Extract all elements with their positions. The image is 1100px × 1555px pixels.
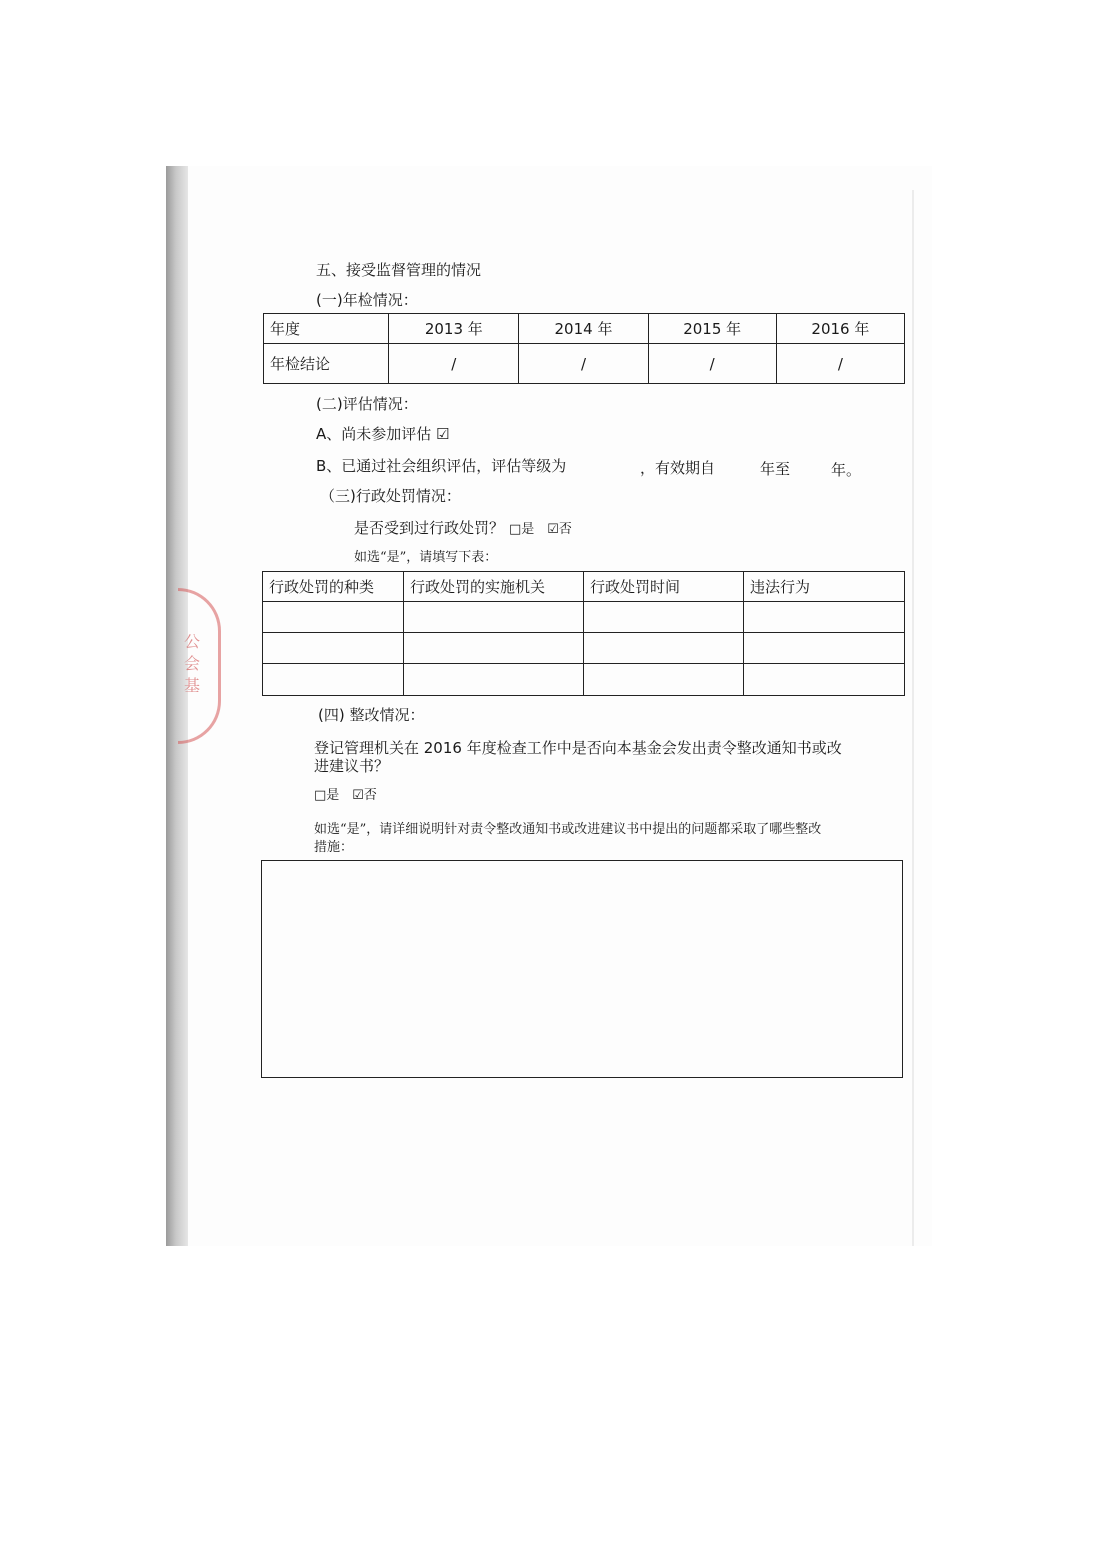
- evaluation-year-end: 年。: [831, 461, 862, 479]
- rectification-answer: □是 ☑否: [314, 788, 377, 803]
- row-header-year: 年度: [264, 314, 389, 344]
- conclusion-cell: /: [519, 344, 648, 384]
- rectification-heading: (四) 整改情况：: [318, 706, 425, 724]
- penalty-instruction: 如选“是”，请填写下表：: [354, 550, 498, 565]
- rectification-instruction-line1: 如选“是”，请详细说明针对责令整改通知书或改进建议书中提出的问题都采取了哪些整改: [314, 822, 822, 837]
- annual-inspection-heading: (一)年检情况：: [316, 291, 418, 309]
- rectification-instruction-line2: 措施：: [314, 840, 354, 855]
- table-row: [263, 602, 905, 633]
- red-seal-stamp: 公 会 基: [178, 588, 221, 744]
- penalty-column-header: 行政处罚时间: [584, 572, 744, 602]
- penalty-column-header: 行政处罚的种类: [263, 572, 404, 602]
- section-title: 五、接受监督管理的情况: [316, 261, 482, 279]
- annual-inspection-table: [263, 313, 905, 384]
- evaluation-year-to: 年至: [760, 460, 791, 478]
- penalty-column-header: 违法行为: [744, 572, 905, 602]
- conclusion-cell: /: [389, 344, 519, 384]
- year-cell: 2016 年: [776, 314, 904, 344]
- table-row: [263, 633, 905, 664]
- penalty-table: [262, 571, 905, 696]
- evaluation-validity-from: ，有效期自: [640, 459, 716, 477]
- evaluation-option-b: B、已通过社会组织评估，评估等级为: [316, 457, 567, 475]
- year-cell: 2014 年: [519, 314, 648, 344]
- conclusion-cell: /: [776, 344, 904, 384]
- rectification-question-line1: 登记管理机关在 2016 年度检查工作中是否向本基金会发出责令整改通知书或改: [314, 739, 842, 757]
- penalty-question: 是否受到过行政处罚？: [354, 519, 505, 537]
- rectification-question-line2: 进建议书？: [314, 757, 390, 775]
- penalty-heading: （三)行政处罚情况：: [320, 487, 461, 505]
- row-header-conclusion: 年检结论: [264, 344, 389, 384]
- year-cell: 2013 年: [389, 314, 519, 344]
- penalty-column-header: 行政处罚的实施机关: [404, 572, 584, 602]
- year-cell: 2015 年: [648, 314, 776, 344]
- page-edge: [912, 190, 914, 1246]
- table-row: [263, 664, 905, 696]
- rectification-measures-box: [261, 860, 903, 1078]
- evaluation-option-a: A、尚未参加评估 ☑: [316, 425, 450, 443]
- penalty-answer: □是 ☑否: [509, 522, 572, 537]
- conclusion-cell: /: [648, 344, 776, 384]
- evaluation-heading: (二)评估情况：: [316, 395, 418, 413]
